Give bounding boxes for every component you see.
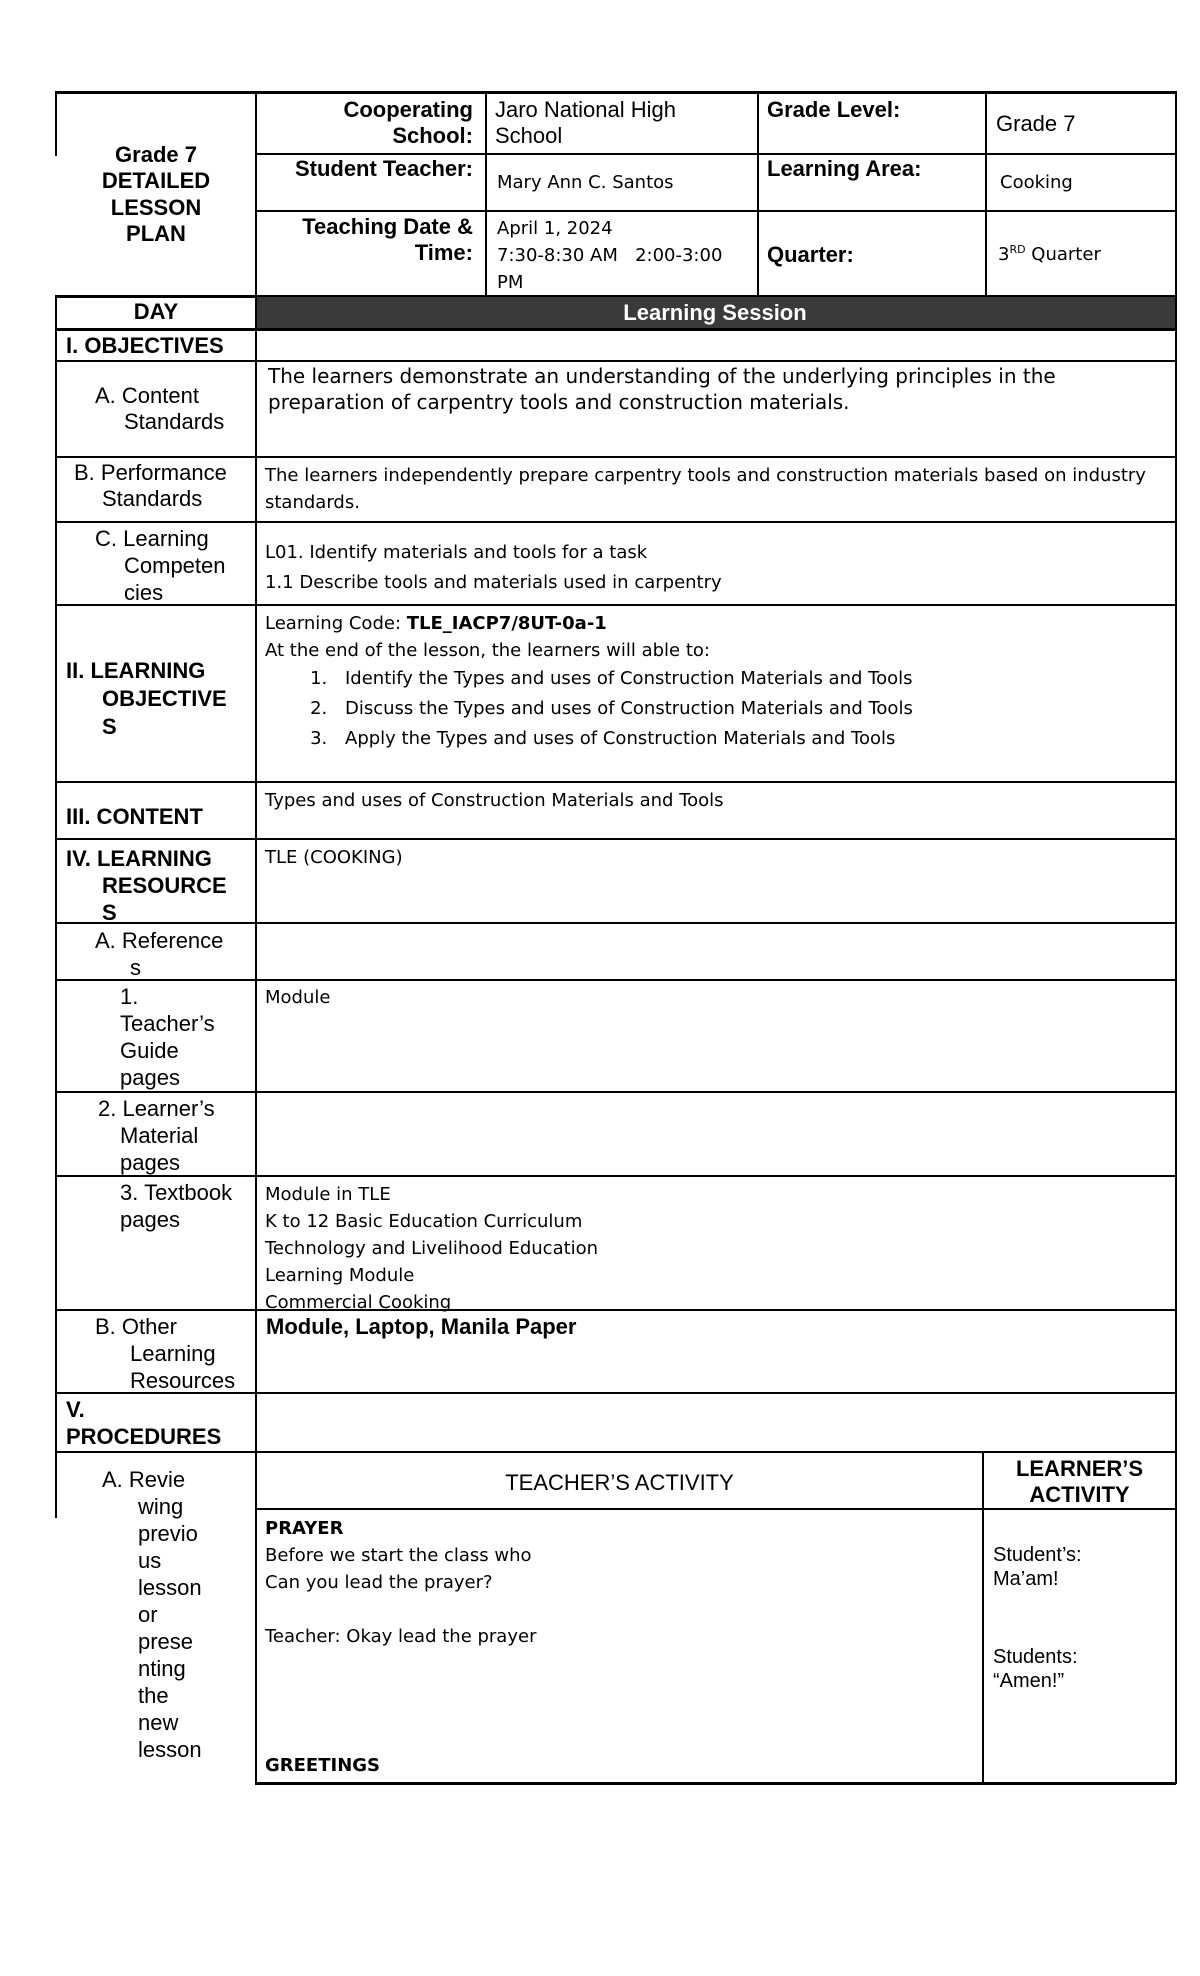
other-resources-label: B. Other Learning Resources (95, 1314, 236, 1393)
learning-code: TLE_IACP7/8UT-0a-1 (406, 613, 607, 634)
prayer-heading: PRAYER (265, 1518, 344, 1539)
textbook-label: 3. Textbook pages (120, 1180, 233, 1232)
table-left-border (55, 296, 57, 1453)
content-standards-text: The learners demonstrate an understanding of the underlying principles in the preparation of carpentry tools and construction materials. (268, 364, 1056, 414)
objective-item: 2. Discuss the Types and uses of Construction Materials and Tools (333, 694, 1165, 724)
content-standards-label: A. Content Standards (95, 383, 225, 435)
quarter-label: Quarter: (767, 242, 854, 267)
cooperating-school-label: Cooperating School: (343, 97, 473, 149)
table-left-border-tail (55, 1453, 57, 1518)
learning-objectives-label: II. LEARNING OBJECTIVE S (66, 658, 227, 739)
learning-area-label: Learning Area: (767, 156, 922, 181)
header-row-line (255, 153, 1176, 155)
teachers-guide-label: 1. Teacher’s Guide pages (120, 984, 215, 1090)
greetings-heading: GREETINGS (265, 1755, 381, 1776)
row-line (55, 521, 1176, 523)
row-line (55, 1175, 1176, 1177)
competencies-label: C. Learning Competen cies (95, 526, 226, 605)
header-top-border (55, 91, 1177, 94)
grade-level-label: Grade Level: (767, 97, 901, 122)
header-divider (255, 92, 257, 296)
activity-header-line (255, 1508, 1176, 1510)
procedures-bottom-line (55, 1451, 1176, 1453)
teacher-activity-content: PRAYER Before we start the class who Can you lead the prayer? Teacher: Okay lead the prayer (265, 1515, 536, 1650)
plan-title: Grade 7 DETAILED LESSON PLAN (101, 142, 211, 247)
performance-standards-text: The learners independently prepare carpentry tools and construction materials based on industry standards. (265, 465, 1146, 513)
table-right-border (1175, 296, 1177, 1784)
activity-bottom-line (255, 1782, 1176, 1785)
competencies-text: L01. Identify materials and tools for a task 1.1 Describe tools and materials used in carpentry (265, 542, 722, 593)
header-row-line (255, 210, 1176, 212)
teacher-activity-header: TEACHER’S ACTIVITY (505, 1470, 734, 1495)
other-resources-text: Module, Laptop, Manila Paper (266, 1314, 577, 1339)
row-line (55, 838, 1176, 840)
row-line (55, 781, 1176, 783)
content-text: Types and uses of Construction Materials and Tools (265, 790, 724, 811)
quarter-value: 3RD Quarter (998, 243, 1101, 265)
student-teacher-label: Student Teacher: (294, 156, 473, 181)
label-column-divider (255, 296, 257, 1784)
performance-standards-label: B. Performance Standards (74, 460, 227, 512)
row-line (55, 456, 1176, 458)
row-line (55, 1309, 1176, 1311)
textbook-text: Module in TLE K to 12 Basic Education Curriculum Technology and Livelihood Education Learning Module Commercial Cooking (265, 1184, 599, 1313)
row-line (55, 360, 1176, 362)
teaching-date-label: Teaching Date & Time: (302, 214, 473, 266)
objective-item: 1. Identify the Types and uses of Construction Materials and Tools (333, 664, 1165, 694)
student-response-2: Students: “Amen!” (993, 1646, 1078, 1692)
cooperating-school-value: Jaro National High School (495, 97, 676, 149)
learning-area-value: Cooking (1000, 172, 1073, 193)
learner-activity-header: LEARNER’S ACTIVITY (1015, 1456, 1144, 1507)
learning-resources-label: IV. LEARNING RESOURCE S (66, 846, 227, 925)
header-divider (1175, 92, 1177, 296)
day-row-bottom (55, 328, 1176, 331)
learning-session-label: Learning Session (623, 300, 807, 325)
teachers-guide-text: Module (265, 987, 331, 1008)
row-line (55, 1091, 1176, 1093)
objective-item: 3. Apply the Types and uses of Construction Materials and Tools (333, 724, 1165, 754)
references-label: A. Reference s (95, 928, 224, 980)
header-divider (485, 92, 487, 296)
day-label: DAY (133, 299, 179, 324)
student-teacher-value: Mary Ann C. Santos (497, 172, 674, 193)
learning-resources-text: TLE (COOKING) (265, 847, 403, 868)
student-response-1: Student’s: Ma’am! (993, 1544, 1082, 1590)
teaching-date-value: April 1, 2024 7:30-8:30 AM 2:00-3:00 PM (497, 218, 723, 293)
procedures-label: V. PROCEDURES (66, 1397, 222, 1449)
content-label: III. CONTENT (66, 804, 203, 829)
learning-objectives-text: Learning Code: TLE_IACP7/8UT-0a-1 At the end of the lesson, the learners will able to: 1. Identify the Types and uses of Construction Materials and Tools 2. Discuss the Types and uses of Construction Materials and Tools 3. Apply the Types and uses of Construction Materials and Tools (265, 610, 1165, 754)
learning-session-bar (255, 297, 1175, 328)
objectives-heading: I. OBJECTIVES (66, 333, 224, 358)
learners-material-label: 2. Learner’s Material pages (98, 1096, 215, 1175)
grade-level-value: Grade 7 (996, 111, 1076, 136)
header-divider (757, 92, 759, 296)
header-divider (985, 92, 987, 296)
reviewing-label: A. Revie wing previo us lesson or prese nting the new lesson (102, 1467, 202, 1762)
